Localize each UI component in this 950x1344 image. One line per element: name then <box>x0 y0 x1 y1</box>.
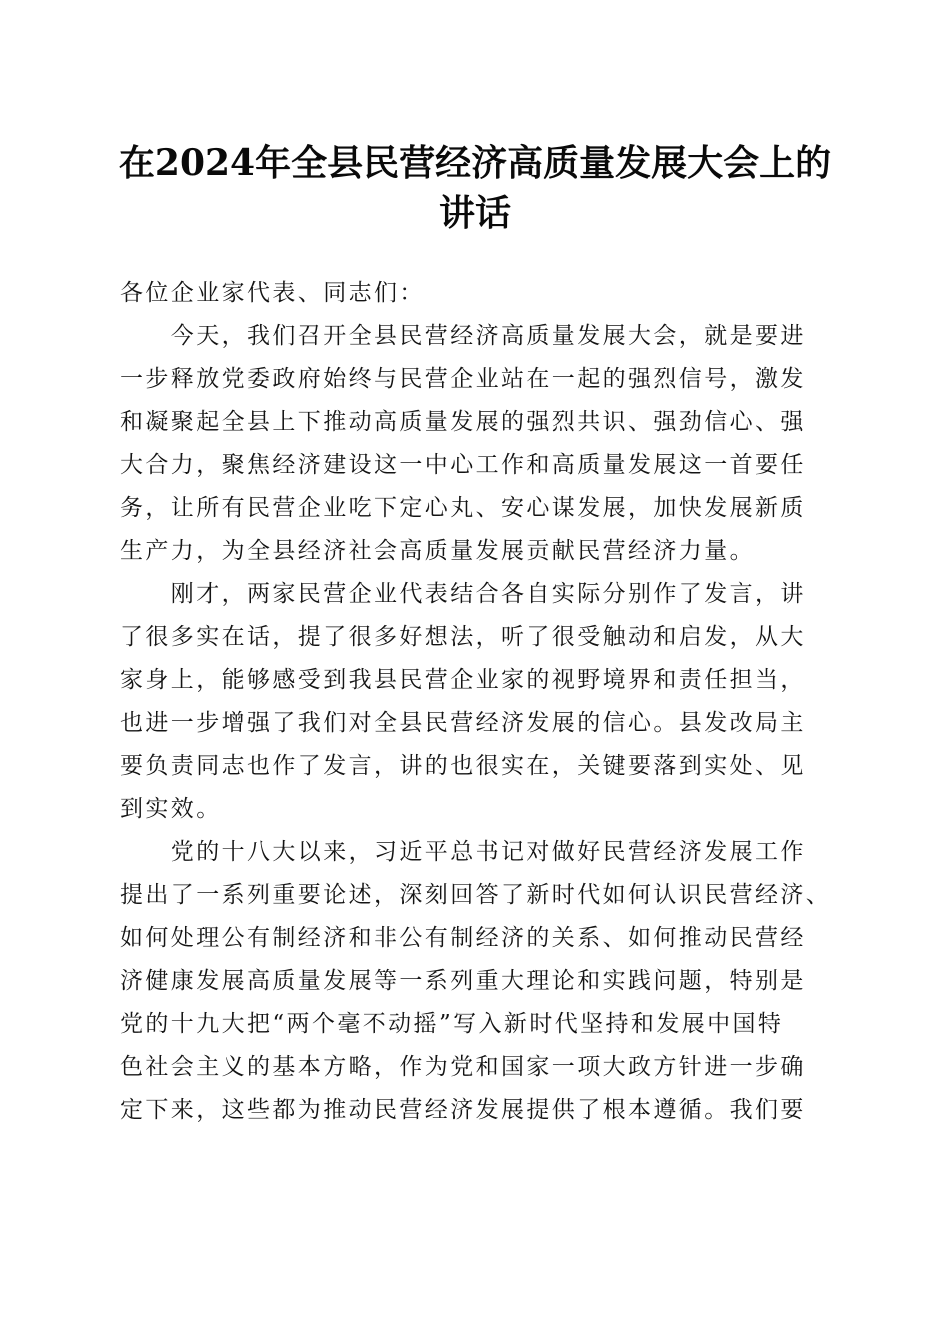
salutation: 各位企业家代表、同志们： <box>120 280 425 306</box>
paragraph-2 <box>120 573 840 831</box>
text-line: 了很多实在话，提了很多好想法，听了很受触动和启发，从大 <box>120 624 806 650</box>
paragraph-1 <box>120 315 840 573</box>
text-line: 生产力，为全县经济社会高质量发展贡献民营经济力量。 <box>120 538 755 564</box>
document-title <box>100 138 850 238</box>
text-line: 济健康发展高质量发展等一系列重大理论和实践问题，特别是 <box>120 968 806 994</box>
text-line: 一步释放党委政府始终与民营企业站在一起的强烈信号，激发 <box>120 366 806 392</box>
text-line: 务，让所有民营企业吃下定心丸、安心谋发展，加快发展新质 <box>120 495 806 521</box>
text-line: 要负责同志也作了发言，讲的也很实在，关键要落到实处、见 <box>120 753 806 779</box>
text-line: 到实效。 <box>120 796 222 822</box>
text-line: 和凝聚起全县上下推动高质量发展的强烈共识、强劲信心、强 <box>120 409 806 435</box>
text-line: 也进一步增强了我们对全县民营经济发展的信心。县发改局主 <box>120 710 806 736</box>
title-line: 在2024年全县民营经济高质量发展大会上的 <box>118 142 832 184</box>
text-line: 大合力，聚焦经济建设这一中心工作和高质量发展这一首要任 <box>120 452 806 478</box>
text-line: 刚才，两家民营企业代表结合各自实际分别作了发言，讲 <box>120 581 806 607</box>
text-line: 定下来，这些都为推动民营经济发展提供了根本遵循。我们要 <box>120 1097 806 1123</box>
text-line: 提出了一系列重要论述，深刻回答了新时代如何认识民营经济、 <box>120 882 832 908</box>
title-line: 讲话 <box>438 192 511 234</box>
paragraph-3 <box>120 831 840 1132</box>
text-line: 党的十八大以来，习近平总书记对做好民营经济发展工作 <box>120 839 806 865</box>
text-line: 党的十九大把“两个毫不动摇”写入新时代坚持和发展中国特 <box>120 1011 784 1037</box>
text-line: 如何处理公有制经济和非公有制经济的关系、如何推动民营经 <box>120 925 806 951</box>
document-body <box>120 272 840 1132</box>
text-line: 今天，我们召开全县民营经济高质量发展大会，就是要进 <box>120 323 806 349</box>
text-line: 色社会主义的基本方略，作为党和国家一项大政方针进一步确 <box>120 1054 806 1080</box>
text-line: 家身上，能够感受到我县民营企业家的视野境界和责任担当， <box>120 667 806 693</box>
